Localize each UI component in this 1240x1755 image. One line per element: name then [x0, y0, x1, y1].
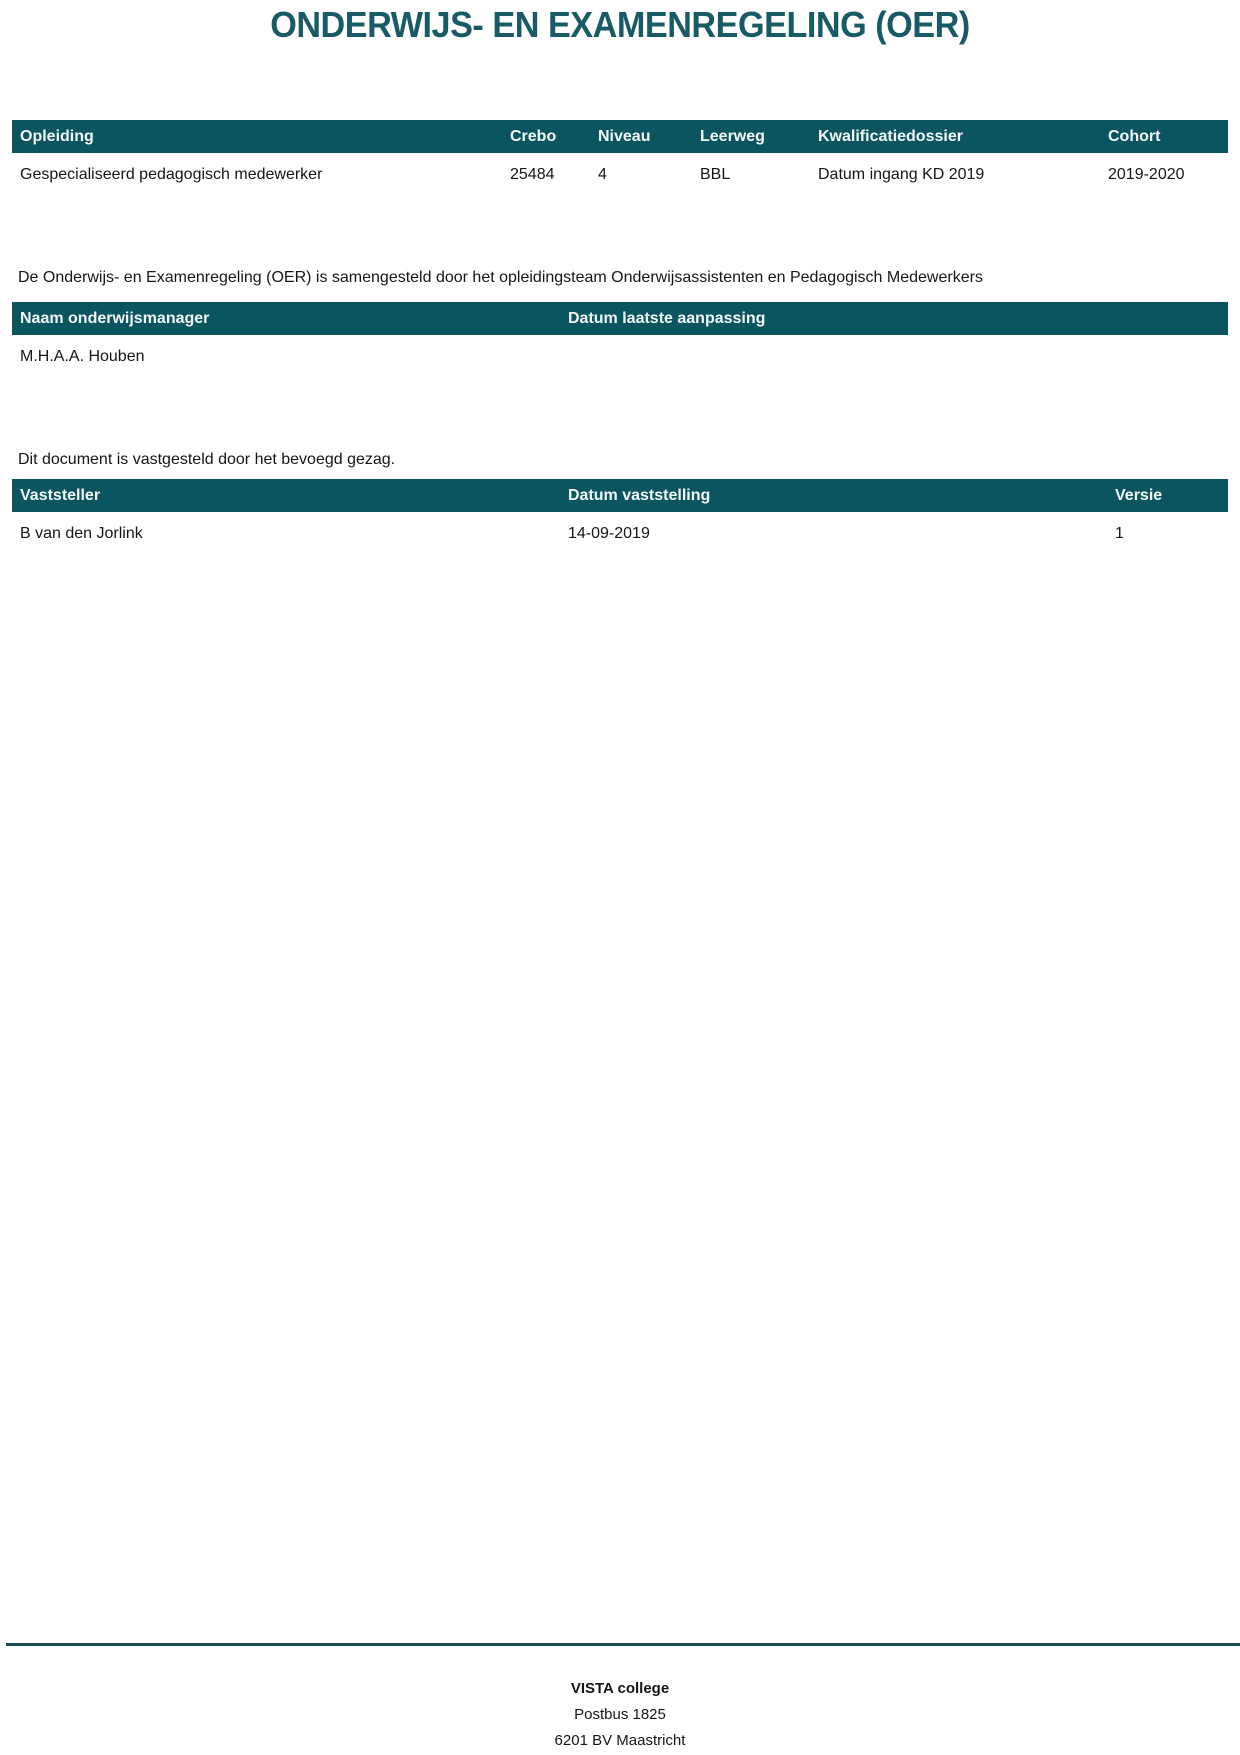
- approval-versie-value: 1: [1115, 525, 1124, 542]
- program-kwalificatiedossier-value: Datum ingang KD 2019: [818, 166, 985, 183]
- footer-address-line1: Postbus 1825: [574, 1706, 666, 1723]
- manager-table: [12, 302, 1228, 372]
- program-crebo-value: 25484: [510, 166, 555, 183]
- footer: [0, 1676, 1240, 1754]
- approval-table-header-datum-vaststelling: Datum vaststelling: [568, 486, 711, 504]
- footer-address-line2: 6201 BV Maastricht: [554, 1732, 686, 1749]
- table-row: [12, 335, 1228, 372]
- manager-datum-aanpassing-value: [560, 335, 1228, 372]
- manager-table-header-datum-aanpassing: Datum laatste aanpassing: [568, 309, 766, 327]
- program-table: [12, 120, 1228, 190]
- table-row: [12, 153, 1228, 190]
- approval-vaststeller-value: B van den Jorlink: [20, 525, 143, 542]
- manager-naam-value: M.H.A.A. Houben: [20, 348, 145, 365]
- program-table-header-niveau: Niveau: [598, 127, 651, 145]
- program-niveau-value: 4: [598, 166, 607, 183]
- program-table-header-row: [12, 120, 1228, 153]
- program-opleiding-value: Gespecialiseerd pedagogisch medewerker: [20, 166, 323, 183]
- approval-note: Dit document is vastgesteld door het bevoegd gezag.: [18, 451, 396, 468]
- approval-table-header-row: [12, 479, 1228, 512]
- program-table-header-kwalificatiedossier: Kwalificatiedossier: [818, 127, 963, 145]
- program-table-header-cohort: Cohort: [1108, 127, 1161, 145]
- program-table-header-opleiding: Opleiding: [20, 127, 94, 145]
- approval-table-header-vaststeller: Vaststeller: [20, 486, 101, 504]
- program-leerweg-value: BBL: [700, 166, 731, 183]
- program-table-header-leerweg: Leerweg: [700, 127, 765, 145]
- program-table-header-crebo: Crebo: [510, 127, 557, 145]
- program-cohort-value: 2019-2020: [1108, 166, 1185, 183]
- manager-table-header-row: [12, 302, 1228, 335]
- table-row: [12, 512, 1228, 549]
- composition-note: De Onderwijs- en Examenregeling (OER) is samengesteld door het opleidingsteam Onderwijsassistenten en Pedagogisch Medewerkers: [18, 269, 983, 286]
- approval-datum-vaststelling-value: 14-09-2019: [568, 525, 650, 542]
- manager-table-header-naam: Naam onderwijsmanager: [20, 309, 210, 327]
- footer-organization: VISTA college: [570, 1680, 670, 1697]
- page-title: ONDERWIJS- EN EXAMENREGELING (OER): [270, 4, 970, 45]
- approval-table-header-versie: Versie: [1115, 486, 1163, 504]
- approval-table: [12, 479, 1228, 549]
- footer-divider: [6, 1643, 1240, 1646]
